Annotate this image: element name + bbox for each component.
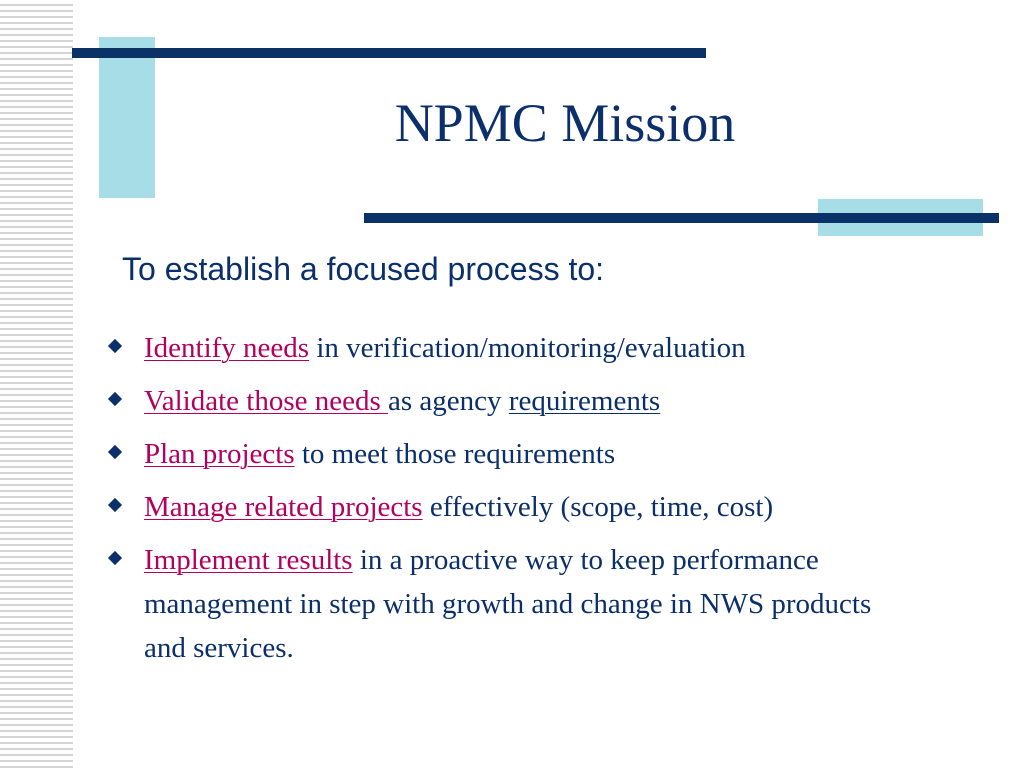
link-implement-results[interactable]: Implement results <box>144 544 353 576</box>
link-validate-needs[interactable]: Validate those needs <box>144 385 389 417</box>
bullet-item <box>108 432 988 476</box>
link-manage-projects[interactable]: Manage related projects <box>144 491 423 523</box>
bullet-item <box>108 326 988 370</box>
bullet-text: effectively (scope, time, cost) <box>422 491 774 523</box>
diamond-bullet-icon <box>108 551 122 565</box>
bullet-text: to meet those requirements <box>294 438 616 470</box>
diamond-bullet-icon <box>108 392 122 406</box>
slide-intro: To establish a focused process to: <box>122 251 605 287</box>
bullet-item <box>108 538 904 670</box>
slide-title: NPMC Mission <box>394 93 736 153</box>
bullet-item <box>108 379 988 423</box>
bullet-list <box>108 326 988 679</box>
decor-block-left <box>99 37 155 198</box>
link-requirements[interactable]: requirements <box>508 385 661 417</box>
bullet-text: as agency <box>388 385 509 417</box>
link-plan-projects[interactable]: Plan projects <box>144 438 295 470</box>
diamond-bullet-icon <box>108 498 122 512</box>
bullet-text: in verification/monitoring/evaluation <box>309 332 746 364</box>
bullet-item <box>108 485 988 529</box>
diamond-bullet-icon <box>108 445 122 459</box>
decor-bar-top <box>72 48 706 58</box>
decor-bar-bottom <box>364 213 999 223</box>
left-stripe-decoration <box>0 0 73 768</box>
diamond-bullet-icon <box>108 339 122 353</box>
link-identify-needs[interactable]: Identify needs <box>144 332 310 364</box>
bullet-text: in a proactive way to keep performance management in step with growth and change in NWS products and services. <box>144 544 872 664</box>
